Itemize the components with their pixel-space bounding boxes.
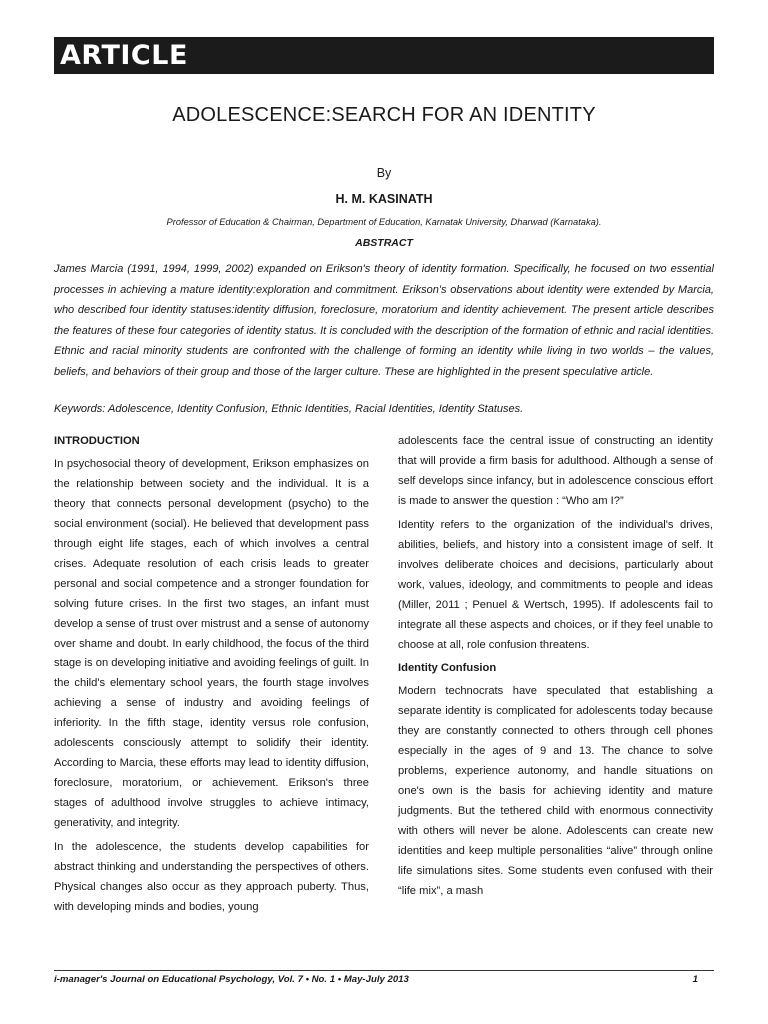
article-section-banner — [54, 37, 714, 74]
abstract-heading: ABSTRACT — [355, 237, 413, 249]
keywords-line: Keywords: Adolescence, Identity Confusion, Ethnic Identities, Racial Identities, Identity Statuses. — [54, 403, 524, 415]
by-label: By — [376, 166, 392, 180]
page-number: 1 — [692, 974, 698, 985]
body-paragraph: In psychosocial theory of development, Erikson emphasizes on the relationship between society and the individual. It is a theory that connects personal development (psycho) to the social environment (social). He believed that development pass through eight life stages, each of which involves a central crises. Adequate resolution of each crisis leads to greater personal and social competence and a stronger foundation for solving future crises. In the first two stages, an infant must develop a sense of trust over mistrust and a sense of autonomy over shame and doubt. In early childhood, the focus of the third stage is on developing initiative and avoiding feelings of guilt. In the child's elementary school years, the fourth stage involves achieving a sense of industry and avoiding feelings of inferiority. In the fifth stage, identity versus role confusion, adolescents consciously attempt to solidify their identity. According to Marcia, these efforts may lead to identity diffusion, foreclosure, moratorium, or achievement. Erikson's three stages of adulthood involve struggles to achieve intimacy, generativity, and integrity. — [54, 457, 369, 830]
left-column — [54, 432, 369, 922]
body-paragraph: In the adolescence, the students develop capabilities for abstract thinking and understanding the perspectives of others. Physical changes also occur as they approach puberty. Thus, with developing minds and bodies, young — [54, 841, 369, 913]
journal-citation: i-manager's Journal on Educational Psychology, Vol. 7 • No. 1 • May-July 2013 — [54, 974, 409, 985]
introduction-heading: INTRODUCTION — [54, 435, 140, 447]
body-paragraph: Modern technocrats have speculated that establishing a separate identity is complicated for adolescents today because they are constantly connected to others through cell phones especially in the ages of 9 and 13. The chance to solve problems, experience autonomy, and handle situations on one's own is the basis for achieving identity and mature judgments. But the tethered child with enormous connectivity with others will never be alone. Adolescents can create new identities and keep multiple personalities “alive” through online life simulations sites. Some students even confused with their “life mix”, a mash — [398, 685, 713, 897]
section-label: ARTICLE — [60, 40, 188, 71]
body-paragraph: Identity refers to the organization of the individual's drives, abilities, beliefs, and history into a consistent image of self. It involves deliberate choices and decisions, particularly about work, values, ideology, and commitments to people and ideas (Miller, 2011 ; Penuel & Wertsch, 1995). If adolescents fail to integrate all these aspects and choices, or if they feel unable to choose at all, role confusion threatens. — [398, 518, 713, 651]
author-name: H. M. KASINATH — [335, 192, 433, 206]
right-column — [398, 432, 713, 906]
author-affiliation: Professor of Education & Chairman, Department of Education, Karnatak University, Dharwad (Karnataka). — [166, 217, 602, 227]
footer-divider — [54, 970, 714, 971]
page-footer — [54, 974, 714, 985]
article-title: ADOLESCENCE:SEARCH FOR AN IDENTITY — [172, 104, 596, 126]
identity-confusion-heading: Identity Confusion — [398, 662, 497, 675]
body-paragraph: adolescents face the central issue of constructing an identity that will provide a firm basis for adulthood. Although a sense of self develops since infancy, but in adolescence conscious effort is made to answer the question : “Who am I?” — [398, 435, 713, 507]
abstract-text: James Marcia (1991, 1994, 1999, 2002) expanded on Erikson's theory of identity formation. Specifically, he focused on two essential processes in achieving a mature identity:exploration and commitment. Erikson's observations about identity were extended by Marcia, who described four identity statuses:identity diffusion, foreclosure, moratorium and identity achievement. The present article describes the features of these four categories of identity status. It is concluded with the description of the formation of ethnic and racial identities. Ethnic and racial minority students are confronted with the challenge of forming an identity while living in two worlds – the values, beliefs, and behaviors of their group and those of the larger culture. These are highlighted in the present speculative article. — [54, 263, 714, 378]
